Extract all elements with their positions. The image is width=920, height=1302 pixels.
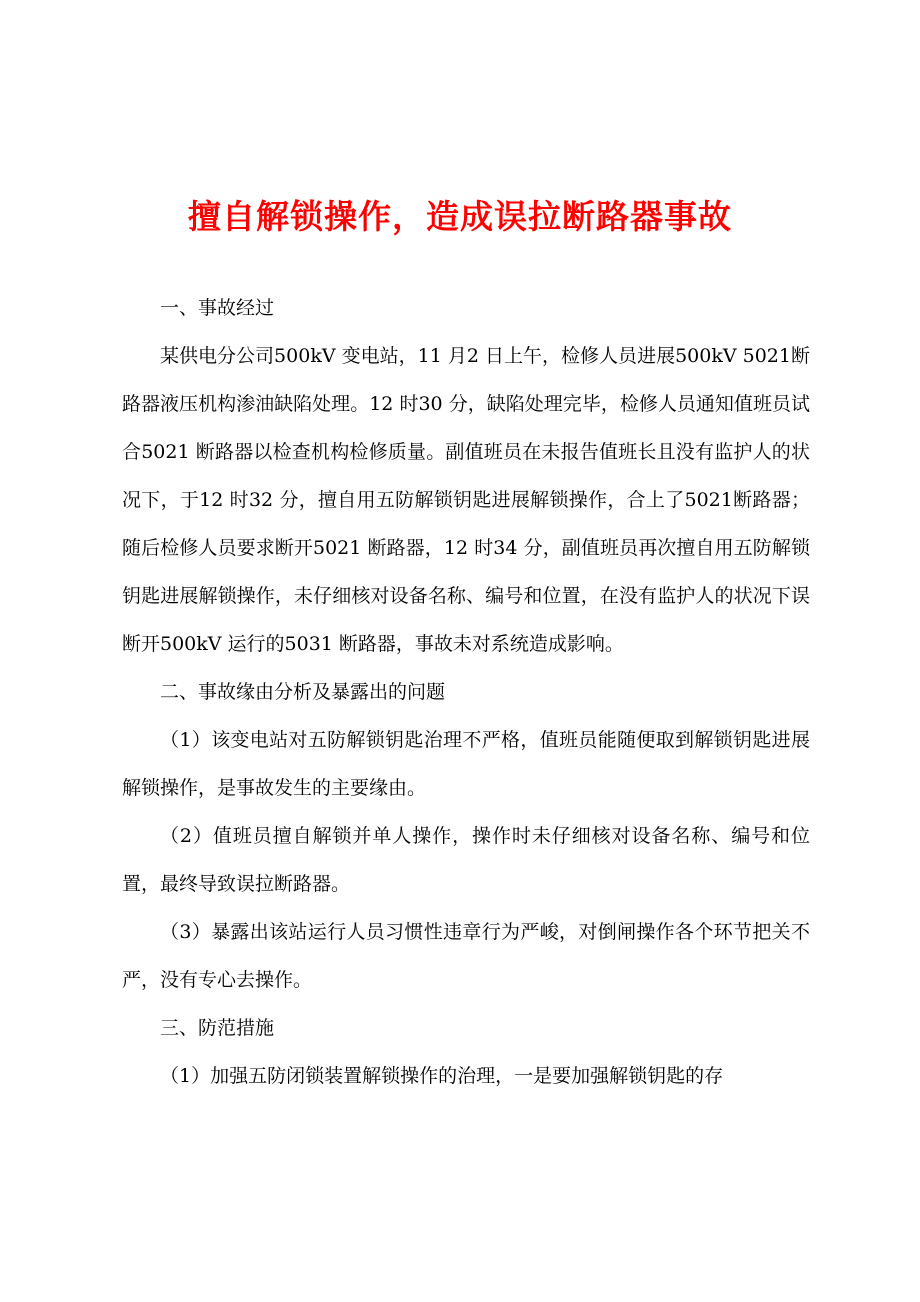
paragraph-prevention-1: （1）加强五防闭锁装置解锁操作的治理，一是要加强解锁钥匙的存 <box>160 1065 724 1087</box>
paragraph-accident-process: 某供电分公司500kV 变电站，11 月2 日上午，检修人员进展500kV 5021断路器液压机构渗油缺陷处理。12 时30 分，缺陷处理完毕，检修人员通知值班员试合5021 断路器以检查机构检修质量。副值班员在未报告值班长且没有监护人的状况下，于12 时32 分，擅自用五防解锁钥匙进展解锁操作，合上了5021断路器；随后检修人员要求断开5021 断路器，12 时34 分，副值班员再次擅自用五防解锁钥匙进展解锁操作，未仔细核对设备名称、编号和位置，在没有监护人的状况下误断开500kV 运行的5031 断路器，事故未对系统造成影响。 <box>122 345 810 655</box>
document-body <box>122 284 810 1100</box>
paragraph-cause-3: （3）暴露出该站运行人员习惯性违章行为严峻，对倒闸操作各个环节把关不严，没有专心去操作。 <box>122 921 810 991</box>
paragraph-cause-1: （1）该变电站对五防解锁钥匙治理不严格，值班员能随便取到解锁钥匙进展解锁操作，是事故发生的主要缘由。 <box>122 729 810 799</box>
section-heading-cause-analysis: 二、事故缘由分析及暴露出的问题 <box>160 681 446 703</box>
section-heading-accident-process: 一、事故经过 <box>160 297 275 319</box>
document-title: 擅自解锁操作，造成误拉断路器事故 <box>188 197 732 236</box>
paragraph-cause-2: （2）值班员擅自解锁并单人操作，操作时未仔细核对设备名称、编号和位置，最终导致误拉断路器。 <box>122 825 810 895</box>
section-heading-prevention: 三、防范措施 <box>160 1017 275 1039</box>
